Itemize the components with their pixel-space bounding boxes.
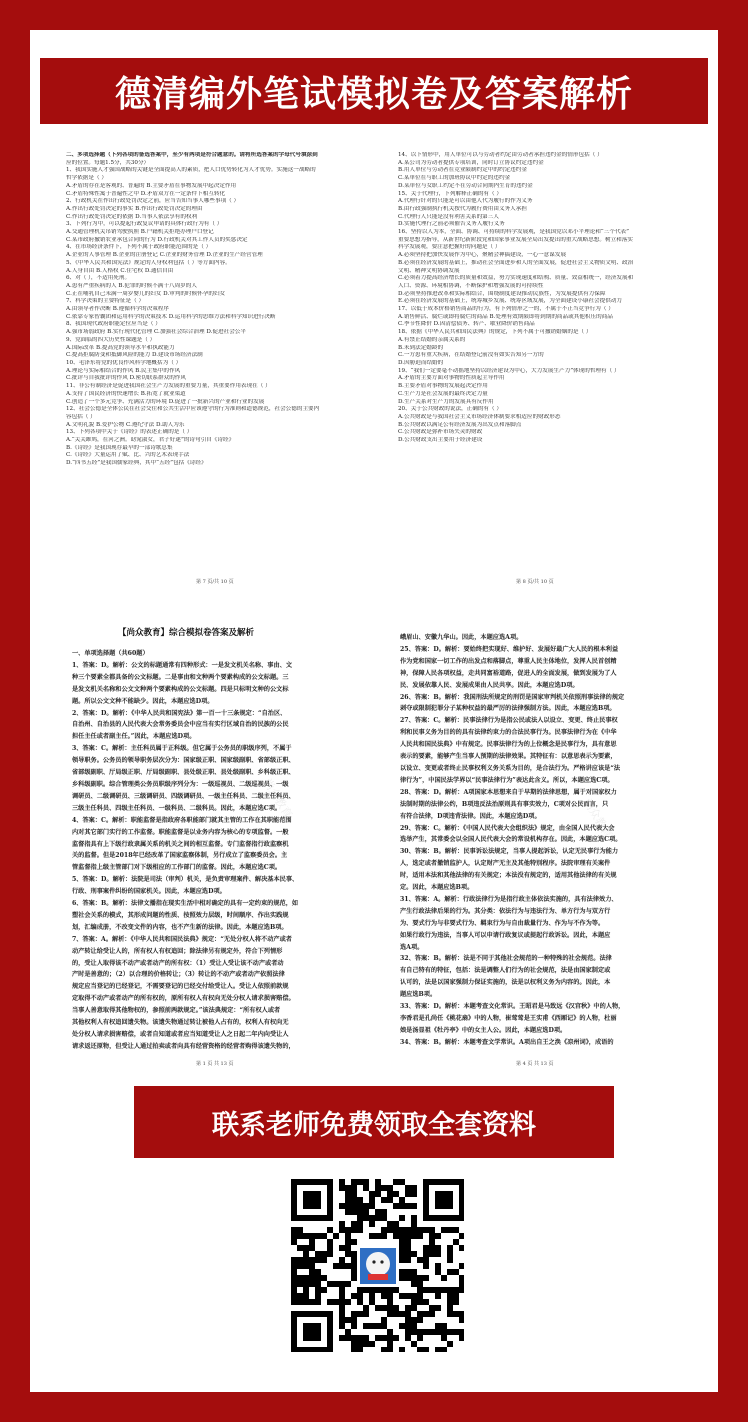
answer-line: 动产转让给受让人的，所有权人有权追回；除法律另有规定外，符合下列情形 [72, 947, 283, 955]
question-line: 2、行政机关在作出行政处罚决定之前，应当告知当事人哪些事项（ ） [66, 198, 240, 205]
questions-right-column [398, 152, 688, 572]
question-line: A.交通管理机关吊销驾驶执照 B.户籍机关拒绝办理户口登记 [66, 229, 214, 236]
answer-line: 以设立、变更或者终止民事权利义务关系为目的，是合法行为。严格讲应该是“法 [400, 764, 621, 772]
question-line: 二、多项选择题（下列各项的备选答案中，至少有两项是符合题意的。请将所选答案的字母代号填涂到 [66, 152, 318, 158]
question-line: A.文明礼貌 B.爱护公物 C.遵纪守法 D.助人为乐 [66, 421, 185, 428]
question-line: C.某单位在与职工的加班协议中约定的违约金 [398, 175, 511, 182]
question-line: A.支持了国民经济的快速增长 B.拓宽了就业渠道 [66, 390, 186, 397]
title-banner [40, 58, 708, 124]
answer-line: 如果行政行为违法，当事人可以申请行政复议或提起行政诉讼。因此，本题应 [400, 931, 611, 939]
question-line: 11、非公有制经济是促进我国社会生产力发展的重要力量，其重要作用表现在（ ） [66, 383, 271, 390]
question-line: 13、下列各项中关于《诗经》的表述正确的是（ ） [66, 429, 193, 436]
cta-text: 联系老师免费领取全套资料 [212, 1109, 536, 1141]
question-line: 容包括（ ） [66, 413, 96, 420]
answer-line: 人，选定或者撤销监护人，认定财产无主及其他特别程序。法院审理有关案件 [400, 860, 611, 868]
answer-line: 娘是汤显祖《牡丹亭》中的女主人公。因此，本题应选D项。 [400, 1026, 567, 1034]
answer-line: 定。因此，本题应选B项。 [400, 884, 474, 892]
answer-line: 有自己特有的特征，包括：法是调整人们行为的社会规范，法是由国家制定或 [400, 967, 611, 975]
answer-line: 5、答案：D。解析：法院是司法（审判）机关，是负责审理案件、解决基本民事、 [72, 876, 299, 884]
answer-line: 定取得不动产或者动产的所有权的，原所有权人有权向无处分权人请求损害赔偿。 [72, 995, 295, 1003]
questions-left-footer: 第 7 页/共 10 页 [196, 579, 234, 585]
question-line: 7、科学决策的主要特征是（ ） [66, 298, 145, 305]
answer-line: 选A项。 [400, 943, 424, 951]
question-line: A.必须坚持把加快发展作为中心，聚精会神搞建设，一心一意谋发展 [398, 252, 567, 259]
question-line: D.生产关系对生产力的发展具有反作用 [398, 398, 494, 405]
question-line: A.企业的人事管理 B.企业的注册登记 C.企业的财务管理 D.企业的生产经营管理 [66, 252, 263, 259]
question-line: A.作出行政处罚决定的事实 B.作出行政处罚决定的理由 [66, 205, 203, 212]
answer-line: 29、答案：C。解析：《中国人民代表大会组织法》规定，由全国人民代表大会 [400, 824, 615, 832]
answer-line: 神，保障人民各项权益，走共同富裕道路，促进人的全面发展，做到发展为了人 [400, 669, 617, 677]
question-line: D.因胁迫而结婚的 [398, 359, 444, 366]
answer-line: 选举产生，其常委会以全国人民代表大会的常设机构存在。因此，本题应选C项。 [400, 836, 622, 844]
question-line: C.提高拒腐防变和抵御风险的能力 D.建设市场经济法制 [66, 352, 203, 359]
question-line: 应的位置。每题1.5分，共30分） [66, 159, 150, 166]
question-line: C.作出行政处罚决定的依据 D.当事人依法享有的权利 [66, 213, 198, 220]
question-line: B.由行政强制执行机关按代为履行费用由义务人承担 [398, 205, 527, 212]
answer-line: 26、答案：B。解析：我国刑法所规定的刑罚是国家审判机关依照刑事法律的规定 [400, 693, 625, 701]
answers-page [56, 610, 692, 1072]
question-line: 4、在市场经济条件下，下列不属于政府职能范围的是（ ） [66, 244, 212, 251]
answer-line: 种三个要素全都具备的公文标题。二是事由和文种两个要素构成的公文标题。三 [72, 673, 289, 681]
question-line: 18、依据《中华人民共和国民法典》的规定，下列不属于可撤销婚姻的是（ ） [398, 329, 592, 336]
question-line: A.强市场弱政府 B.实行现代化管理 C.加强社会综合治理 D.促进社会公平 [66, 329, 246, 336]
answer-line: 关的监督。但是2018年已经改革了国家监察体制，另行成立了监察委员会。主 [72, 852, 288, 860]
question-line: A.代理行针对的只能是可以由他人代为履行的作为义务 [398, 198, 533, 205]
answer-line: 32、答案：B。解析：法是不同于其他社会规范的一种特殊的社会规范。法律 [400, 955, 612, 963]
question-line: D.某单位与女职工约定不在劳动合同期内生育的违约金 [398, 182, 533, 189]
answer-line: 请求返还原物，但受让人通过拍卖或者向具有经营资格的经营者购得该遗失物的， [72, 1042, 295, 1050]
answer-line: 其他权利人有权追回遗失物。该遗失物通过转让被他人占有的，权利人有权向无 [72, 1019, 289, 1027]
answer-line: 33、答案：D。解析：本题考查文化常识。王昭君是马致远《汉宫秋》中的人物， [400, 1003, 625, 1011]
questions-right-footer: 第 8 页/共 10 页 [516, 579, 554, 585]
question-line: D.必须坚持推进改革和实际相结合，围绕制度建设推动民族性，为发展提供有力保障 [398, 290, 606, 297]
question-line: 5、《中华人民共和国宪法》规定的人身权利包括（ ）等方面内容。 [66, 259, 231, 266]
question-line: C.正在哺乳自己未满一周岁婴儿的妇女 D.审判的时候怀孕的妇女 [66, 290, 226, 297]
question-line: A.销售鲜活、腐烂或即将腐烂的商品 B.处理有效期限即将到期的商品或其他积压的商品 [398, 313, 613, 320]
question-line: 1、我国实施人才强国战略的关键是全面提高人的素质，把人口优势转化为人才优势。实施这一战略的 [66, 167, 316, 174]
answer-line: 自治州、自治县的人民代表大会常务委员会中应当有实行区域自治的民族的公民 [72, 721, 289, 729]
question-line: 15、关于代理行，下列解释正确的有（ ） [398, 190, 502, 197]
question-line: C.必须着力提高经济增长的质量和效益，努力实现速度和结构、质量、效益相统一，经济发展和 [398, 275, 634, 282]
question-line: 文明、精神文明协调发展 [398, 267, 460, 274]
question-line: A.国际改革 B.提高党的领导水平和执政能力 [66, 344, 175, 351]
answers-left-footer: 第 1 页 共 13 页 [196, 1061, 234, 1067]
question-line: 重要思想为指导，从新世纪新阶段党和国家事业发展全局出发提出的重大战略思想。树立和落实 [398, 236, 633, 243]
qr-code-graphic [290, 1178, 464, 1352]
answer-line: 调研员、二级调研员、三级调研员、四级调研员、一级主任科员、二级主任科员、 [72, 792, 295, 800]
question-line: A.某公司为劳动者提供专项培训，同时订立协议约定违约金 [398, 159, 544, 166]
answer-line: 一、单项选择题（共60题） [72, 650, 149, 657]
answer-line: 28、答案：D。解析：A项国家本思想来自于早期的法律思想，属于对国家权力 [400, 788, 617, 796]
answer-line: 省部级副职、厅局级正职、厅局级副职、县处级正职、县处级副职、乡科级正职、 [72, 769, 295, 777]
question-line: 6、对（ ），不适用死刑。 [66, 275, 131, 282]
question-line: A.公共财政是与我国社会主义市场经济体制要求相适应的财政形态 [398, 413, 561, 420]
answer-line: 三级主任科员、四级主任科员、一级科员、二级科员。因此，本题应选C项。 [72, 804, 282, 812]
answer-line: 利和民事义务为目的的具有法律约束力的合法民事行为。民事法律行为在《中华 [400, 729, 617, 737]
answer-line: 产生行政法律后果的行为。其分类：依法行为与违法行为、单方行为与双方行 [400, 907, 611, 915]
question-line: B.未到法定婚龄的 [398, 344, 444, 351]
answer-line: 30、答案：B。解析：民事诉讼法规定，当事人提起诉讼，认定无民事行为能力 [400, 848, 619, 856]
answer-line: 峨眉山、安徽九华山。因此，本题应选A项。 [400, 634, 523, 641]
answer-line: 1、答案：D。解析：公文的标题通常有四种形式：一是发文机关名称、事由、文 [72, 661, 293, 669]
question-line: B.主要矛盾对事物的发展起决定作用 [398, 383, 488, 390]
answer-line: 25、答案：D。解析：要始终把实现好、维护好、发展好最广大人民的根本利益 [400, 645, 619, 653]
answer-line: 人民共和国民法典》中有规定。民事法律行为的上位概念是民事行为，具有意思 [400, 741, 617, 749]
questions-page [56, 146, 692, 596]
answer-line: 领导职务。公务员的领导职务层次分为：国家级正职、国家级副职、省部级正职、 [72, 757, 295, 765]
question-line: A.“关关雎鸠，在河之洲。窈窕淑女，君子好逑”的诗句引自《诗经》 [66, 437, 235, 444]
answer-line: 行政、刑事案件纠纷的国家机关。因此，本题应选D项。 [72, 888, 226, 896]
answer-line: 作为党和国家一切工作的出发点和落脚点，尊重人民主体地位，发挥人民首创精 [400, 657, 617, 665]
question-line: 19、“我们一定要毫不动摇地坚持以经济建设为中心，大力发展生产力”体现的哲理有（ ） [398, 367, 620, 374]
cta-banner[interactable] [134, 1086, 614, 1158]
answer-line: 认可的，法是以国家强制力保证实施的，法是以权利义务为内容的。因此，本 [400, 979, 611, 987]
question-line: 9、党面临的四大历史性课题是（ ） [66, 336, 156, 343]
answer-line: 为、要式行为与非要式行为、羁束行为与自由裁量行为、作为与不作为等。 [400, 919, 605, 927]
question-line: A.有禁止结婚的亲属关系的 [398, 336, 466, 343]
question-line: B.公共财政以满足公有经济发展为出发点和落脚点 [398, 421, 522, 428]
question-line: C.生产力是社会发展的最终决定力量 [398, 390, 488, 397]
question-line: 12、社会公德是全体公民在社会交往和公共生活中应该遵守的行为准则和道德规范，社会公德的主要内 [66, 406, 320, 413]
question-line: C.矛盾特殊性寓于普遍性之中 D.矛盾双方在一定条件下相互转化 [66, 190, 226, 197]
question-line: 哲学依据是（ ） [66, 175, 107, 182]
question-line: A.由领导者作决断 B.遵循科学的决策程序 [66, 306, 169, 313]
questions-left-column [66, 152, 366, 572]
answer-line: 有符合法律，D项违背法律。因此，本题应选D项。 [400, 812, 541, 820]
answer-line: 2、答案：D。解析：《中华人民共和国宪法》第一百一十三条规定：“自治区、 [72, 709, 287, 717]
question-line: A.矛盾的存在是客观的、普遍的 B.主要矛盾在事物发展中起决定作用 [66, 182, 237, 189]
question-line: 科学发展观，要注意把握好的问题是（ ） [398, 244, 501, 251]
answer-line: 乡科级副职。综合管理类公务员职级序列分为：一级巡视员、二级巡视员、一级 [72, 780, 289, 788]
question-line: C.批评与自我批评的作风 D.密切联系群众的作风 [66, 375, 186, 382]
watermark-text: 尚众教育 [260, 776, 295, 821]
answer-line: 剥夺或限制犯罪分子某种权益的最严厉的法律强制方法。因此，本题应选B项。 [400, 705, 616, 713]
answer-line: 划，汇编成册，不改变文件的内容，也不产生新的法律。因此，本题应选B项。 [72, 923, 288, 931]
question-line: B.《诗经》是我国现存最早的一部诗歌总集 [66, 444, 173, 451]
answer-line: 31、答案：A。解析：行政法律行为是指行政主体依法实施的，具有法律效力、 [400, 895, 618, 903]
question-line: C.依靠专家智囊团和运用科学的决策技术 D.运用科学的思维方法和科学知识进行决断 [66, 313, 276, 320]
answer-line: 时，适用本法和其他法律的有关规定；本法没有规定的，适用其他法律的有关规 [400, 872, 617, 880]
answer-line: 34、答案：B。解析：本题考查文学常识。A项出自王之涣《凉州词》，成语的 [400, 1038, 614, 1046]
answer-line: 担任主任或者副主任。”因此，本题应选D项。 [72, 733, 196, 741]
question-line: 3、下列行为中，可以提起行政复议申请的具体行政行为有（ ） [66, 221, 223, 228]
question-line: 14、以下情形中，用人单位可以与劳动者约定由劳动者承担违约金的情形包括（ ） [398, 152, 603, 158]
watermark-text: 尚众教育 [580, 796, 615, 841]
question-line: C.《诗经》大量运用了赋、比、兴的艺术表现手法 [66, 452, 190, 459]
answer-line: 产时是善意的；（2）以合理的价格转让；（3）转让的不动产或者动产依照法律 [72, 971, 285, 979]
answers-left-column [72, 648, 372, 1056]
answer-line: 题应选B项。 [400, 991, 437, 999]
question-line: C.季节性降价 D.因清偿债务、转产、歇业降价销售商品 [398, 321, 535, 328]
question-line: C.公共财政是弥补市场失灵的财政 [398, 429, 483, 436]
answer-line: 表示的要素，能够产生当事人预期的法律效果。其特征有：以意思表示为要素， [400, 753, 617, 761]
answer-line: 27、答案：C。解析：民事法律行为是指公民或法人以设立、变更、终止民事权 [400, 717, 618, 725]
question-line: E.必须在经济发展的基础上，统筹城乡发展、统筹区域发展，为全面建设小康社会提供动力 [398, 298, 623, 305]
question-line: A.矛盾的主要方面对事物的性质起主导作用 [398, 375, 505, 382]
question-line: D.实施代理行之前必须催告义务人履行义务 [398, 221, 505, 228]
answer-line: 7、答案：A。解析：《中华人民共和国民法典》规定：“无处分权人将不动产或者 [72, 935, 292, 943]
question-line: C.代理行人只能是没有利害关系的第三人 [398, 213, 499, 220]
answer-line: 管监督指上级主管部门对下级相应的工作部门的监督。因此，本题应选C项。 [72, 864, 282, 872]
answer-line: 题。所以公文文种不能缺少。因此，本题应选D项。 [72, 697, 214, 705]
question-line: B.必须在经济发展的基础上，推动社会全面进步和人的全面发展，促进社会主义物质文明、政治 [398, 259, 634, 266]
question-line: 人口、资源、环境相协调，不断保护和增强发展的可持续性 [398, 282, 544, 289]
question-line: A.理论与实际相结合的作风 B.民主集中的作风 [66, 367, 181, 374]
answers-title: 【尚众教育】综合模拟卷答案及解析 [118, 628, 255, 638]
question-line: A.患有严重疾病的人 B.犯罪的时候不满十八周岁的人 [66, 282, 197, 289]
answers-right-footer: 第 4 页 共 13 页 [516, 1061, 554, 1067]
answer-line: 律行为”，中国民法学界以“民事法律行为”表达此含义。所以，本题应选C项。 [400, 776, 614, 784]
qr-code-icon[interactable] [290, 1178, 464, 1352]
answer-line: 李香君是孔尚任《桃花扇》中的人物，崔莺莺是王实甫《西厢记》的人物，杜丽 [400, 1015, 617, 1022]
answer-line: 是发文机关名称和公文文种两个要素构成的公文标题。四是只标明文种的公文标 [72, 685, 289, 693]
answer-line: 3、答案：C。解析：主任科员属于正科级。但它属于公务员的职级序列，不属于 [72, 745, 292, 753]
answer-line: 塑社会关系的模式，其形成问题的性质、按照效力层级，时间顺序、作出实践规 [72, 911, 289, 919]
question-line: 8、我国现代政府职能定位应当是（ ） [66, 321, 161, 328]
answers-right-column [400, 632, 690, 1056]
answer-line: 法制时期的法律公约，B项违反法治原则具有事实效力，C项对公民而言，只 [400, 800, 609, 808]
question-line: C.某市政府撤销农业承包合同的行为 D.行政机关对其工作人员的奖惩决定 [66, 236, 248, 243]
answer-line: 6、答案：B。解析：法律文播指在现实生活中相对确定的具有一定约束的规范，如 [72, 900, 299, 908]
answer-line: 当事人善意取得其他物权的，参照前两款规定。”该法典规定：“所有权人或者 [72, 1007, 281, 1015]
answer-line: 监督指具有上下级行政隶属关系的机关之间的相互监督。专门监督指行政监察机 [72, 840, 289, 848]
answer-line: 4、答案：C。解析：职能监督是指政府各职能部门就其主管的工作在其职能范围 [72, 816, 292, 824]
question-line: 20、关于公共财政的说法，正确的有（ ） [398, 406, 502, 413]
question-line: 17、以低于成本价格销售商品的行为，有下列情形之一的，不属于不正当竞争行为（ ） [398, 306, 614, 313]
question-line: 10、毛泽东将党的优良作风科学地概括为（ ） [66, 359, 182, 366]
answer-line: 的，受让人取得该不动产或者动产的所有权：（1）受让人受让该不动产或者动 [72, 959, 284, 967]
question-line: D.公共财政支出主要用于经济建设 [398, 437, 483, 444]
question-line: 16、坚持以人为本，全面、协调、可持续的科学发展观，是我国党以邓小平理论和“三个代表” [398, 229, 629, 236]
question-line: B.用人单位与劳动者在竞业限制约定中的约定违约金 [398, 167, 527, 174]
question-line: C.创造了一个多元竞争、充满活力的环境 D.促进了一批新兴的产业和行业的发展 [66, 398, 265, 405]
poster-title: 德清编外笔试模拟卷及答案解析 [114, 73, 633, 115]
question-line: C.一方患有重大疾病，在结婚登记前没有如实告知另一方的 [398, 352, 544, 359]
question-line: A.人身自由 B.人格权 C.住宅权 D.通信自由 [66, 267, 174, 274]
answer-line: 规定应当登记的已经登记，不需要登记的已经交付给受让人。受让人依照前款规 [72, 983, 289, 991]
answer-line: 处分权人请求损害赔偿，或者自知道或者应当知道受让人之日起二年内向受让人 [72, 1031, 289, 1038]
answer-line: 内对其它部门实行的工作监督。职能监督是以业务内容为核心的专项监督。一般 [72, 828, 289, 836]
answer-line: 民、发展依靠人民、发展成果由人民共享。因此，本题应选D项。 [400, 681, 579, 689]
question-line: D.“四书五经”是我国儒家经典，其中“五经”包括《诗经》 [66, 460, 207, 467]
